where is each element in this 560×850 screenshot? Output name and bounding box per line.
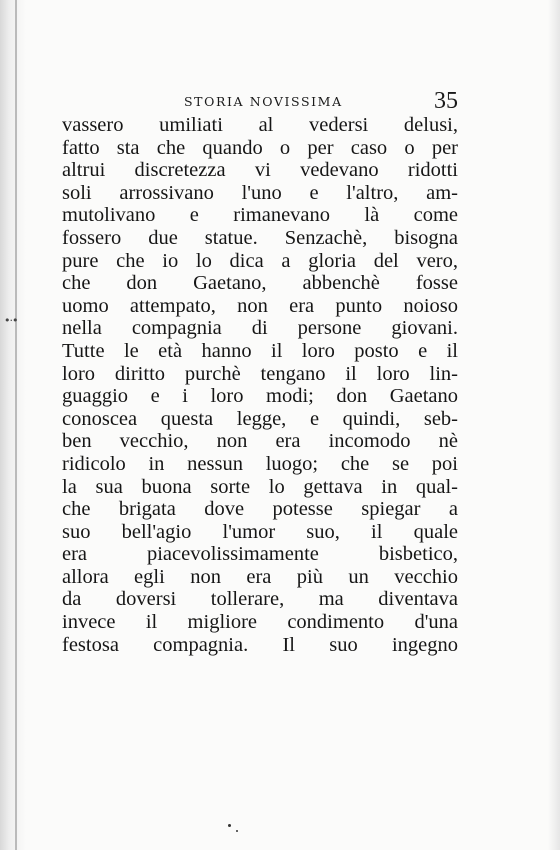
- text-line: mutolivano e rimanevano là come: [62, 204, 458, 227]
- text-line: Tutte le età hanno il loro posto e il: [62, 339, 458, 362]
- text-line: la sua buona sorte lo gettava in qual-: [62, 475, 458, 498]
- text-line: invece il migliore condimento d'una: [62, 611, 458, 634]
- body-text: [62, 114, 458, 656]
- ink-speck: [236, 830, 238, 832]
- text-line: fatto sta che quando o per caso o per: [62, 136, 458, 159]
- page-edge-shadow: [548, 0, 560, 850]
- text-line: festosa compagnia. Il suo ingegno: [62, 633, 458, 656]
- margin-ink-mark: •·•: [4, 314, 18, 327]
- text-line: era piacevolissimamente bisbetico,: [62, 543, 458, 566]
- text-line: uomo attempato, non era punto noioso: [62, 294, 458, 317]
- text-line: da doversi tollerare, ma diventava: [62, 588, 458, 611]
- text-line: loro diritto purchè tengano il loro lin-: [62, 362, 458, 385]
- text-line: ben vecchio, non era incomodo nè: [62, 430, 458, 453]
- spine-line: [15, 0, 17, 850]
- running-header: [62, 88, 458, 114]
- text-line: soli arrossivano l'uno e l'altro, am-: [62, 181, 458, 204]
- ink-speck: [228, 824, 231, 827]
- text-line: suo bell'agio l'umor suo, il quale: [62, 520, 458, 543]
- text-line: che don Gaetano, abbenchè fosse: [62, 272, 458, 295]
- text-line: ridicolo in nessun luogo; che se poi: [62, 452, 458, 475]
- running-title: STORIA NOVISSIMA: [184, 94, 343, 109]
- text-line: che brigata dove potesse spiegar a: [62, 498, 458, 521]
- text-line: pure che io lo dica a gloria del vero,: [62, 249, 458, 272]
- text-line: guaggio e i loro modi; don Gaetano: [62, 385, 458, 408]
- text-line: altrui discretezza vi vedevano ridotti: [62, 159, 458, 182]
- text-line: conoscea questa legge, e quindi, seb-: [62, 407, 458, 430]
- spine-shadow: [0, 0, 26, 850]
- text-line: nella compagnia di persone giovani.: [62, 317, 458, 340]
- page-number: 35: [434, 88, 458, 114]
- text-line: vassero umiliati al vedersi delusi,: [62, 114, 458, 136]
- text-line: allora egli non era più un vecchio: [62, 565, 458, 588]
- text-line: fossero due statue. Senzachè, bisogna: [62, 226, 458, 249]
